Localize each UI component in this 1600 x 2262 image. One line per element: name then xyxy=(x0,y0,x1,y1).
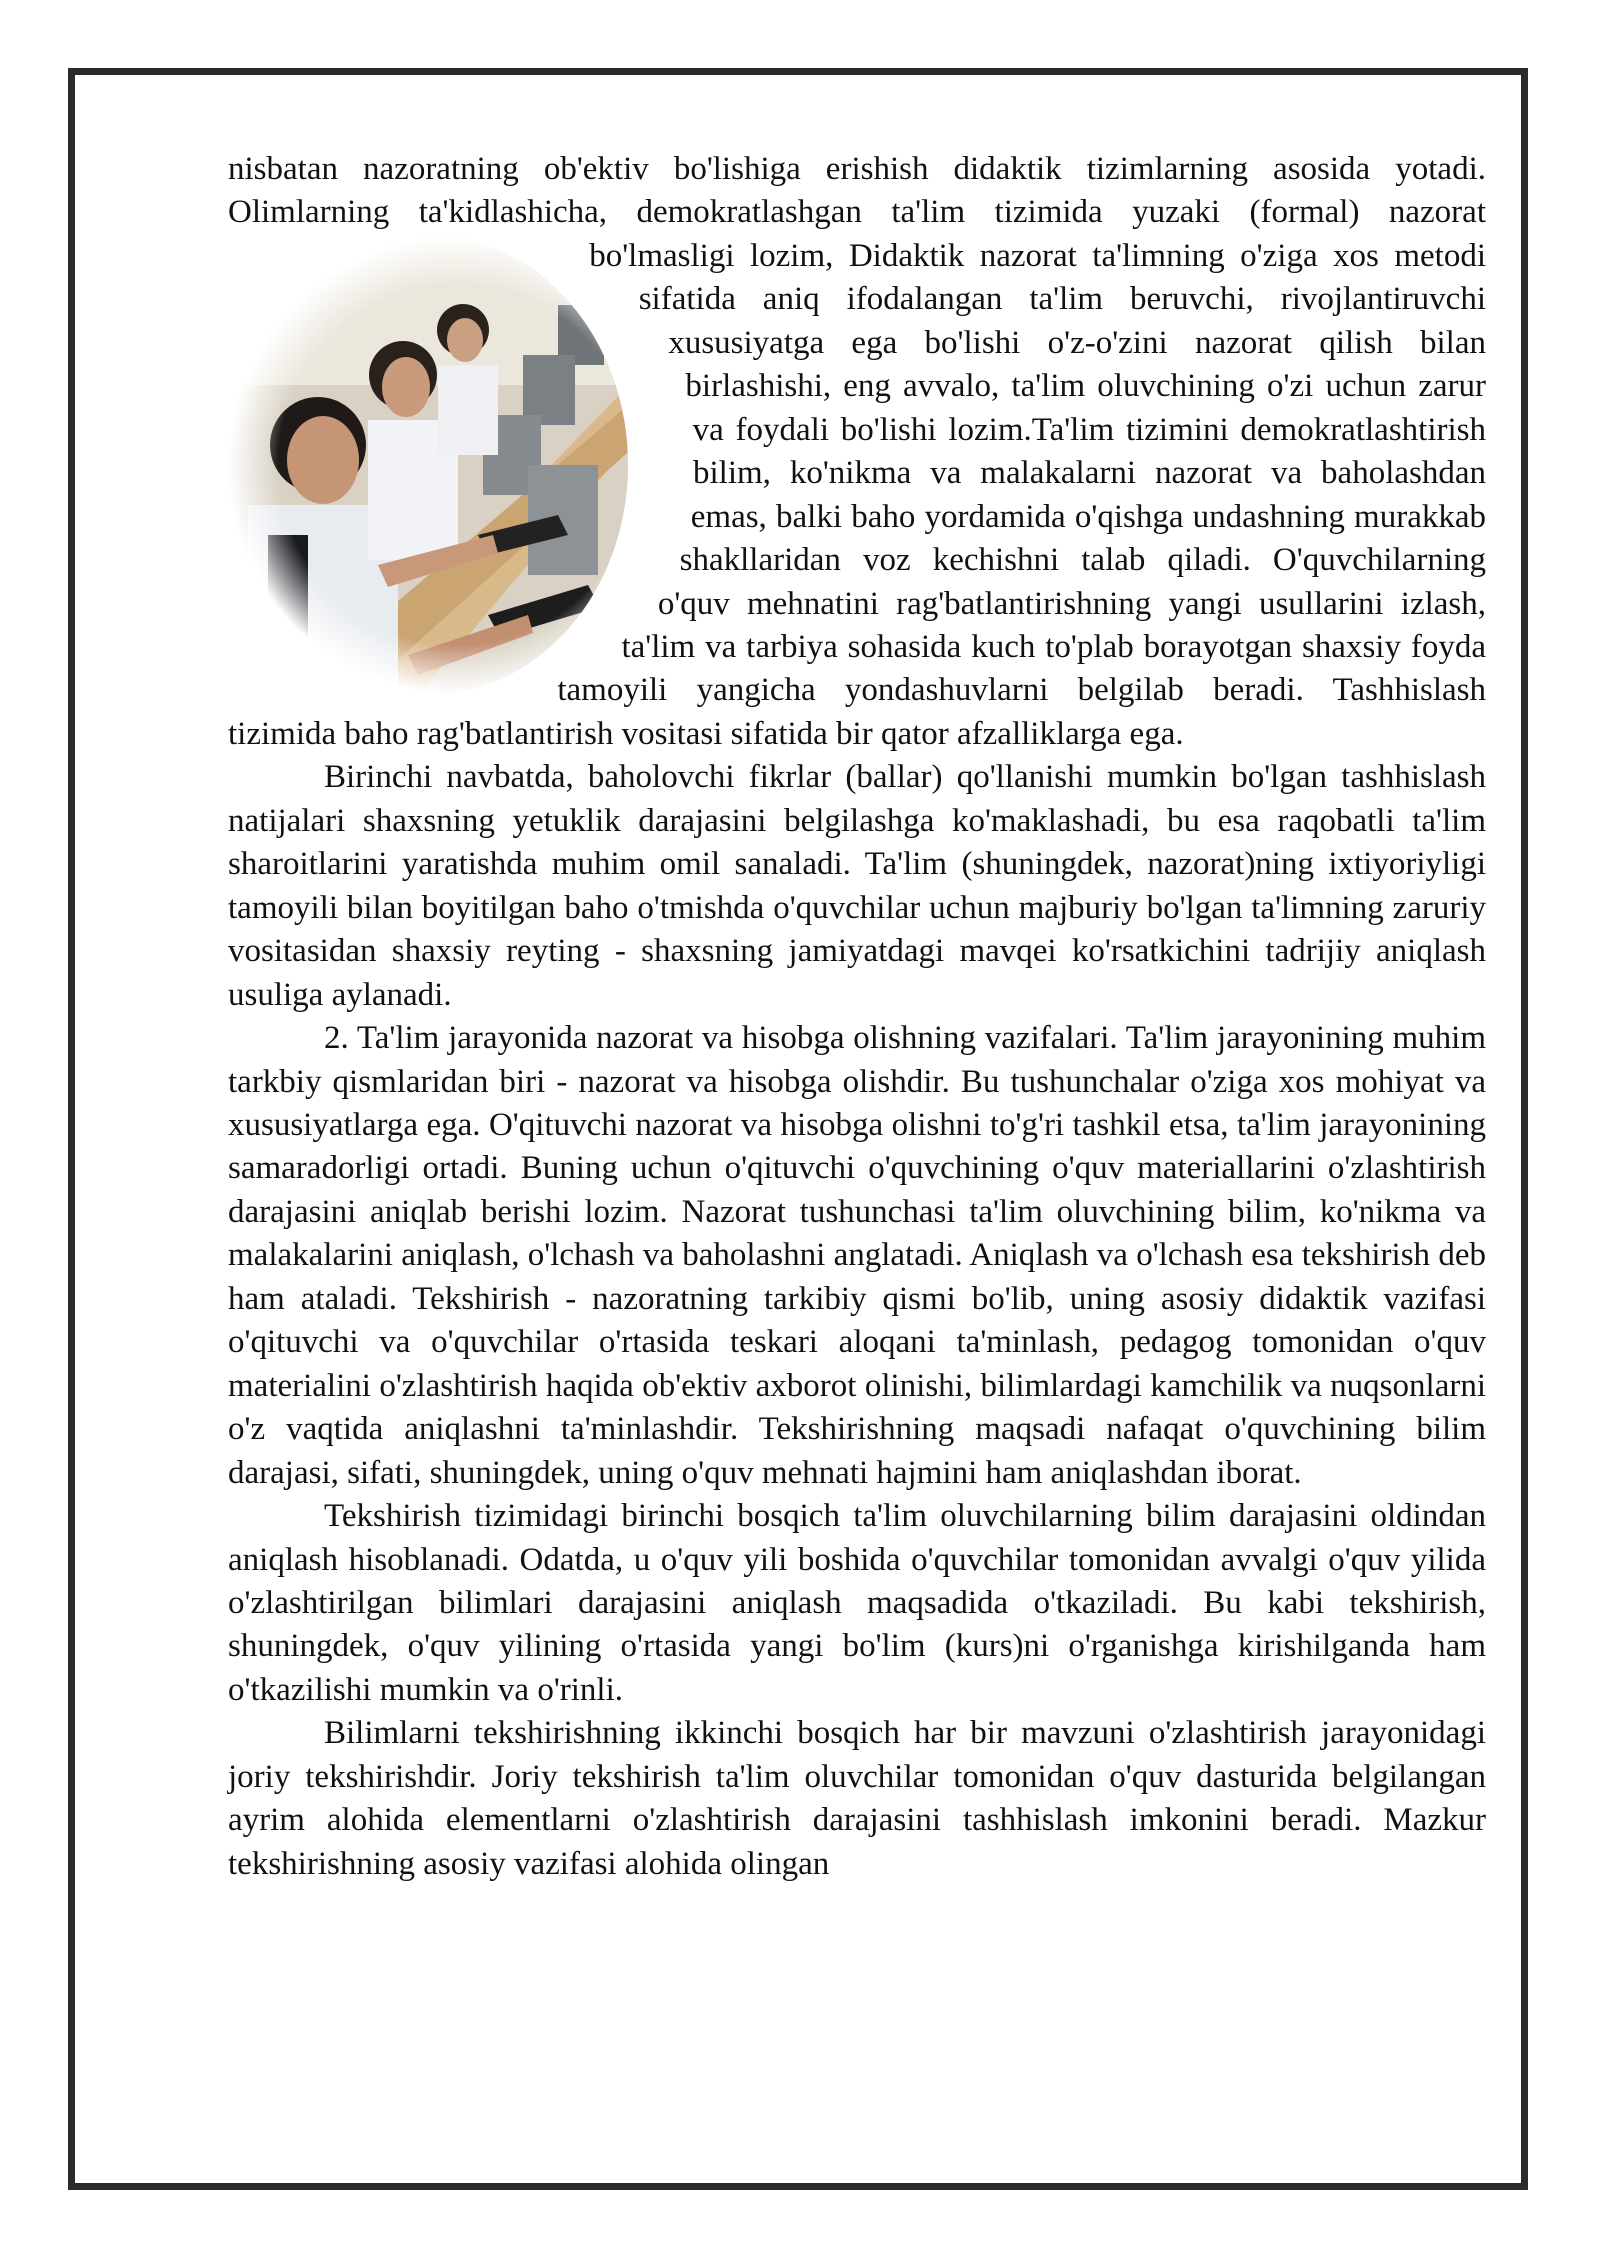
paragraph-2: Birinchi navbatda, baholovchi fikrlar (ballar) qo'llanishi mumkin bo'lgan tashhislash natijalari shaxsning yetuklik darajasini belgilashga ko'maklashadi, bu esa raqobatli ta'lim sharoitlarini yaratishda muhim omil sanaladi. Ta'lim (shuningdek, nazorat)ning ixtiyoriyligi tamoyili bilan boyitilgan baho o'tmishda o'quvchilar uchun majburiy bo'lgan ta'limning zaruriy vositasidan shaxsiy reyting - shaxsning jamiyatdagi mavqei ko'rsatkichini tadrijiy aniqlash usuliga aylanadi. xyxy=(228,759,1486,1013)
paragraph-5: Bilimlarni tekshirishning ikkinchi bosqich har bir mavzuni o'zlashtirish jarayonidagi joriy tekshirishdir. Joriy tekshirish ta'lim oluvchilar tomonidan o'quv dasturida belgilangan ayrim alohida elementlarni o'zlashtirish darajasini tashhislash imkonini beradi. Mazkur tekshirishning asosiy vazifasi alohida olingan xyxy=(228,1715,1486,1882)
paragraph-1-line-1: nisbatan nazoratning ob'ektiv bo'lishiga erishish didaktik tizimlarning asosida yotadi. Olimlarning ta'kidlashicha, demokratlashgan ta'lim tizimida yuzaki xyxy=(228,151,1486,231)
paragraph-4: Tekshirish tizimidagi birinchi bosqich ta'lim oluvchilarning bilim darajasini oldindan aniqlash hisoblanadi. Odatda, u o'quv yili boshida o'quvchilar tomonidan avvalgi o'quv yilida o'zlashtirilgan bilimlari darajasini aniqlash maqsadida o'tkaziladi. Bu kabi tekshirish, shuningdek, o'quv yilining o'rtasida yangi bo'lim (kurs)ni o'rganishga kirishilganda ham o'tkazilishi mumkin va o'rinli. xyxy=(228,1498,1486,1708)
document-body xyxy=(228,148,1486,1886)
paragraph-1 xyxy=(228,148,1486,756)
paragraph-3: 2. Ta'lim jarayonida nazorat va hisobga olishning vazifalari. Ta'lim jarayonining muhim tarkbiy qismlaridan biri - nazorat va hisobga olishdir. Bu tushunchalar o'ziga xos mohiyat va xususiyatlarga ega. O'qituvchi nazorat va hisobga olishni to'g'ri tashkil etsa, ta'lim jarayonining samaradorligi ortadi. Buning uchun o'qituvchi o'quvchining o'quv materiallarini o'zlashtirish darajasini aniqlab berishi lozim. Nazorat tushunchasi ta'lim oluvchining bilim, ko'nikma va malakalarini aniqlash, o'lchash va baholashni anglatadi. Aniqlash va o'lchash esa tekshirish deb ham ataladi. Tekshirish - nazoratning tarkibiy qismi bo'lib, uning asosiy didaktik vazifasi o'qituvchi va o'quvchilar o'rtasida teskari aloqani ta'minlash, pedagog tomonidan o'quv materialini o'zlashtirish haqida ob'ektiv axborot olinishi, bilimlardagi kamchilik va nuqsonlarni o'z vaqtida aniqlashni ta'minlashdir. Tekshirishning maqsadi nafaqat o'quvchining bilim darajasi, sifati, shuningdek, uning o'quv mehnati hajmini ham aniqlashdan iborat. xyxy=(228,1020,1486,1491)
paragraph-1-rest: (formal) nazorat bo'lmasligi lozim, Didaktik nazorat ta'limning o'ziga xos metodi sifatida aniq ifodalangan ta'lim beruvchi, rivojlantiruvchi xususiyatga ega bo'lishi o'z-o'zini nazorat qilish bilan birlashishi, eng avvalo, ta'lim oluvchining o'zi uchun zarur va foydali bo'lishi lozim.Ta'lim tizimini demokratlashtirish bilim, ko'nikma va malakalarni nazorat va baholashdan emas, balki baho yordamida o'qishga undashning murakkab shakllaridan voz kechishni talab qiladi. O'quvchilarning o'quv mehnatini rag'batlantirishning yangi usullarini izlash, ta'lim va tarbiya sohasida kuch to'plab borayotgan shaxsiy foyda tamoyili yangicha yondashuvlarni belgilab beradi. Tashhislash tizimida baho rag'batlantirish vositasi sifatida bir qator afzalliklarga ega. xyxy=(228,194,1486,752)
students-at-computers-photo xyxy=(228,235,688,695)
